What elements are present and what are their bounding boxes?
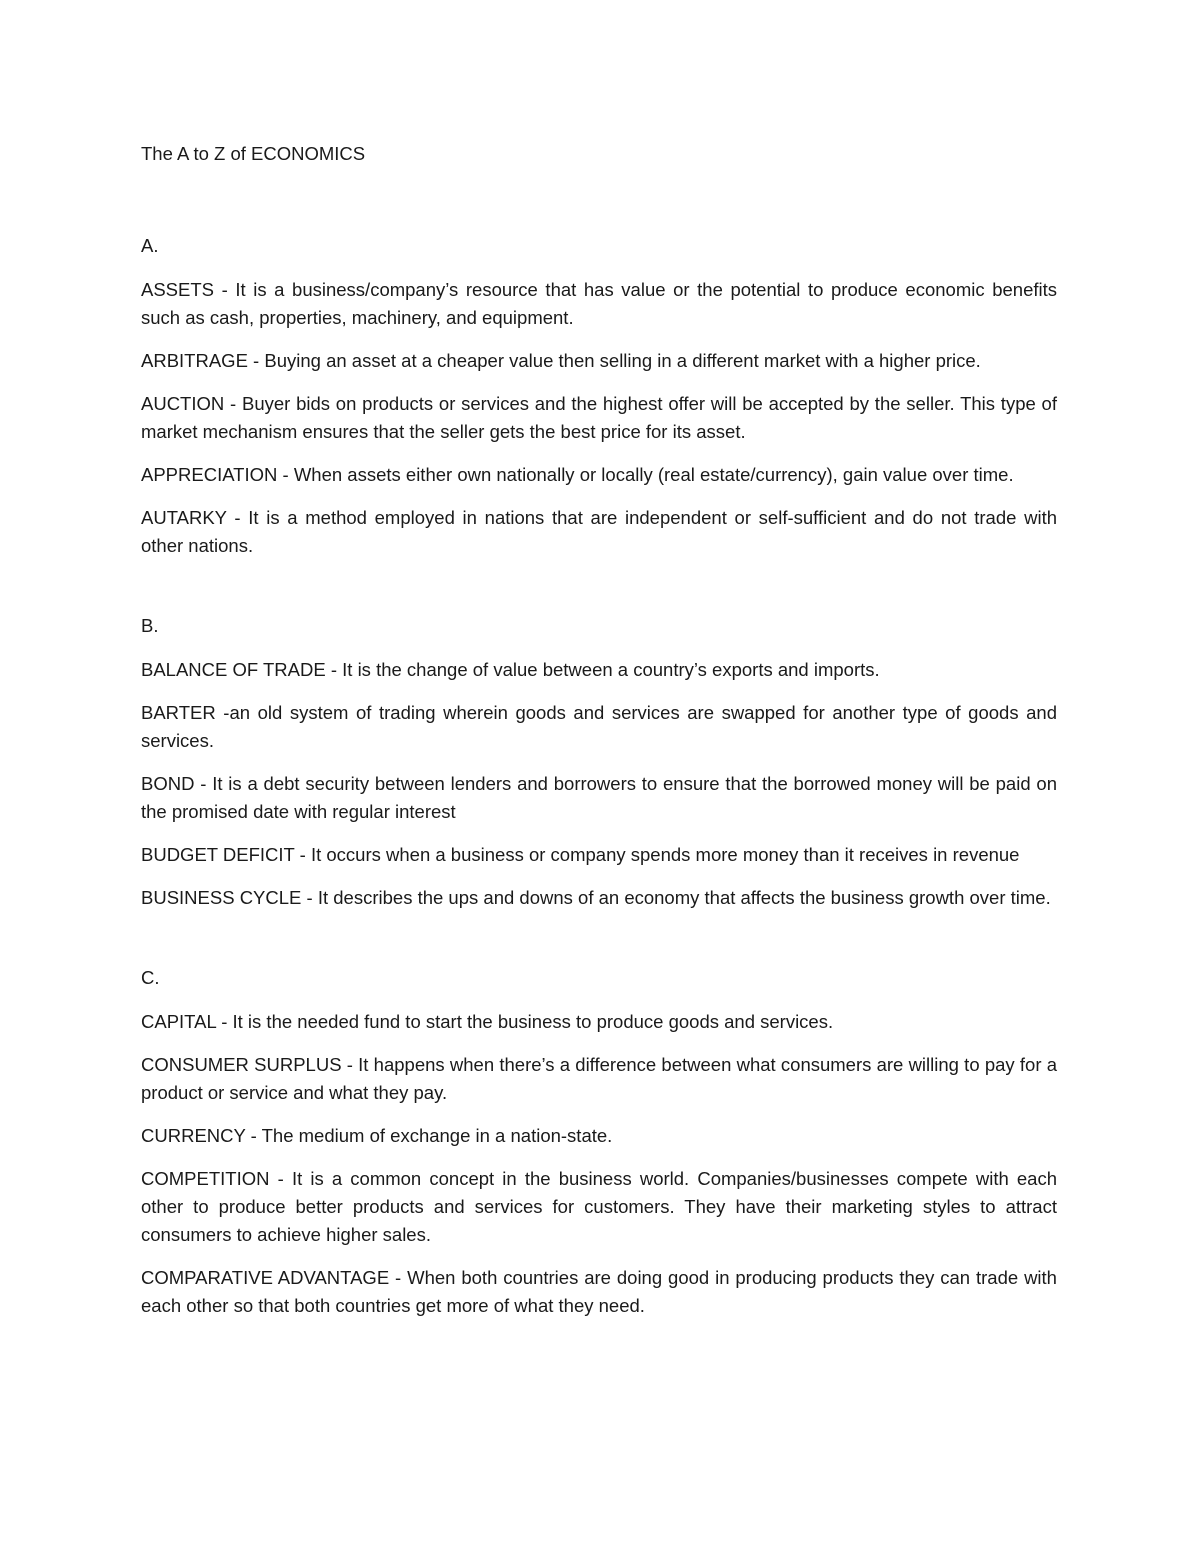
entry-arbitrage [141, 347, 1057, 375]
entry-term: APPRECIATION [141, 464, 278, 485]
entry-separator: - [224, 393, 242, 414]
entry-term: ARBITRAGE [141, 350, 248, 371]
entry-definition: When both countries are doing good in producing products they can trade with each other so that both countries get more of what they need. [141, 1267, 1057, 1316]
entry-definition: The medium of exchange in a nation-state. [261, 1125, 613, 1146]
entry-separator: - [301, 887, 318, 908]
document-title: The A to Z of ECONOMICS [141, 143, 366, 164]
entry-separator: - [294, 844, 311, 865]
entry-separator: - [247, 350, 265, 371]
entry-definition: It occurs when a business or company spends more money than it receives in revenue [310, 844, 1020, 865]
entry-assets [141, 276, 1057, 332]
entry-definition: It is a common concept in the business world. Companies/businesses compete with each other to produce better products and services for customers. They have their marketing styles to attract consumers to achieve higher sales. [141, 1168, 1057, 1245]
entry-definition: It is the change of value between a country’s exports and imports. [342, 659, 880, 680]
section-letter: A. [141, 235, 159, 256]
entry-consumer-surplus [141, 1051, 1057, 1107]
entry-bond [141, 770, 1057, 826]
entry-term: BARTER [141, 702, 216, 723]
entry-definition: When assets either own nationally or locally (real estate/currency), gain value over time. [293, 464, 1014, 485]
document-page [141, 140, 1057, 1372]
entry-comparative-advantage [141, 1264, 1057, 1320]
entry-competition [141, 1165, 1057, 1249]
entry-definition: It is a business/company’s resource that has value or the potential to produce economic benefits such as cash, properties, machinery, and equipment. [141, 279, 1057, 328]
entry-balance-of-trade [141, 656, 1057, 684]
entry-separator: - [269, 1168, 292, 1189]
entry-budget-deficit [141, 841, 1057, 869]
entry-separator: - [245, 1125, 262, 1146]
entry-separator: - [216, 1011, 233, 1032]
entry-autarky [141, 504, 1057, 560]
entry-capital [141, 1008, 1057, 1036]
entry-separator: - [325, 659, 343, 680]
entry-term: BUSINESS CYCLE [141, 887, 302, 908]
entry-currency [141, 1122, 1057, 1150]
entry-term: COMPETITION [141, 1168, 270, 1189]
entry-term: CURRENCY [141, 1125, 246, 1146]
entry-separator: - [214, 279, 236, 300]
entry-separator: - [194, 773, 213, 794]
entry-separator: - [215, 702, 230, 723]
entry-term: CONSUMER SURPLUS [141, 1054, 342, 1075]
entry-term: CAPITAL [141, 1011, 217, 1032]
entry-term: ASSETS [141, 279, 214, 300]
entry-term: COMPARATIVE ADVANTAGE [141, 1267, 390, 1288]
entry-term: BALANCE OF TRADE [141, 659, 326, 680]
entry-business-cycle [141, 884, 1057, 912]
entry-separator: - [277, 464, 294, 485]
entry-definition: It is a debt security between lenders and borrowers to ensure that the borrowed money will be paid on the promised date with regular interest [141, 773, 1057, 822]
entry-appreciation [141, 461, 1057, 489]
entry-definition: It is the needed fund to start the business to produce goods and services. [232, 1011, 834, 1032]
section-c [141, 964, 1057, 1320]
entry-definition: an old system of trading wherein goods and services are swapped for another type of goods and services. [141, 702, 1057, 751]
entry-separator: - [226, 507, 249, 528]
entry-definition: Buying an asset at a cheaper value then selling in a different market with a higher price. [264, 350, 981, 371]
entry-definition: It happens when there’s a difference between what consumers are willing to pay for a product or service and what they pay. [141, 1054, 1057, 1103]
entry-auction [141, 390, 1057, 446]
entry-barter [141, 699, 1057, 755]
entry-separator: - [389, 1267, 408, 1288]
entry-term: AUTARKY [141, 507, 227, 528]
section-letter: B. [141, 615, 159, 636]
section-a [141, 232, 1057, 560]
entry-separator: - [341, 1054, 359, 1075]
entry-definition: It describes the ups and downs of an economy that affects the business growth over time. [317, 887, 1051, 908]
entry-term: BUDGET DEFICIT [141, 844, 295, 865]
entry-term: BOND [141, 773, 195, 794]
section-letter: C. [141, 967, 160, 988]
entry-term: AUCTION [141, 393, 225, 414]
section-b [141, 612, 1057, 912]
entry-definition: Buyer bids on products or services and the highest offer will be accepted by the seller. This type of market mechanism ensures that the seller gets the best price for its asset. [141, 393, 1057, 442]
entry-definition: It is a method employed in nations that are independent or self-sufficient and do not trade with other nations. [141, 507, 1057, 556]
